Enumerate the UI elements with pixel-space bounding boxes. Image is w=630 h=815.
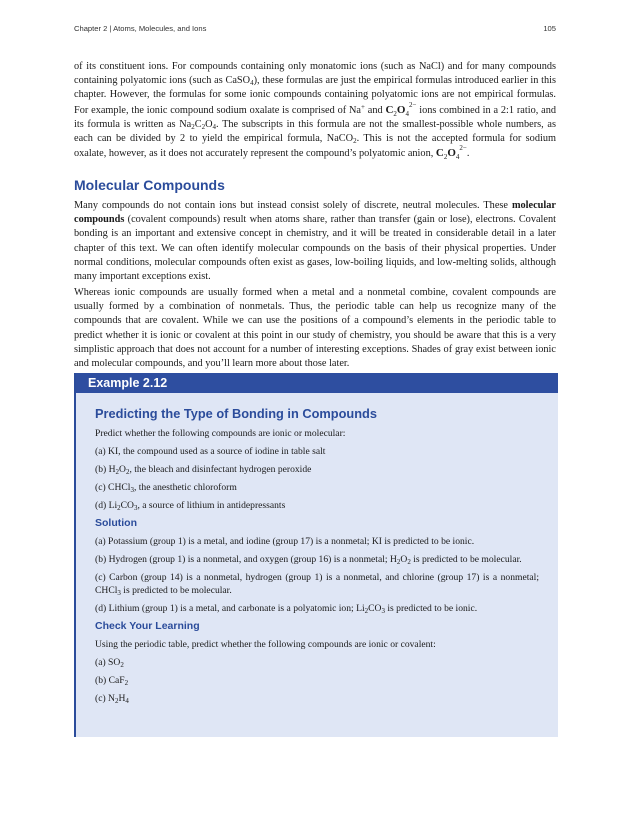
solution-a: (a) Potassium (group 1) is a metal, and iodine (group 17) is a nonmetal; KI is predicted to be ionic. [95,536,475,547]
check-item-b: (b) CaF$_2$ [95,675,129,687]
check-prompt: Using the periodic table, predict whether the following compounds are ionic or covalent: [95,639,436,650]
check-heading: Check Your Learning [95,620,200,632]
example-item-d: (d) $Li_2CO_3$, a source of lithium in antidepressants [95,500,286,512]
page-number: 105 [543,24,556,33]
oxalate-ion-formula: $C_2O_4^{2-}$ [435,144,467,162]
example-item-b: (b) $H_2O_2$, the bleach and disinfectant hydrogen peroxide [95,464,312,476]
check-item-c: (c) $N_2H_4$ [95,693,129,705]
intro-paragraph: of its constituent ions. For compounds containing only monatomic ions (such as NaCl) and for many compounds containing polyatomic ions (such as CaSO$_4$), these formulas are just the empirical formulas introduced earlier in this chapter. However, the formulas for some ionic compounds containing polyatomic ions are not empirical formulas. For example, the ionic compound sodium oxalate is comprised of Na+ and $C_2O_4^{2-}$ ions combined in a 2:1 ratio, and its formula is written as $Na_2C_2O_4$. The subscripts in this formula are not the smallest-possible whole numbers, as each can be divided by 2 to yield the empirical formula, NaCO$_2$. This is not the accepted formula for sodium oxalate, however, as it does not accurately represent the compound’s polyatomic anion, $C_2O_4^{2-}$. [74,61,557,162]
section-heading: Molecular Compounds [74,177,225,193]
example-item-a: (a) KI, the compound used as a source of iodine in table salt [95,446,326,457]
subscript: 4 [250,79,254,88]
intro-text: and [364,104,386,116]
running-header [74,24,556,33]
example-prompt: Predict whether the following compounds are ionic or molecular: [95,428,346,439]
key-term: molecular compounds [74,200,556,226]
intro-text: . This is not the accepted formula for sodium oxalate, however, as it does not accurately represent the compound’s polyatomic anion, [74,133,556,160]
intro-text: ), these formulas are just the empirical formulas introduced earlier in this chapter. However, the formulas for some ionic compounds containing polyatomic ions are not empirical formulas. For example, the ionic compound sodium oxalate is comprised of Na [74,75,557,116]
intro-text: . The subscripts in this formula are not the smallest-possible whole numbers, as each can be divided by 2 to yield the empirical formula, NaCO [74,118,556,145]
example-content [95,407,539,710]
example-box [74,373,558,737]
oxalate-ion-formula: $C_2O_4^{2-}$ [385,100,417,118]
superscript: + [361,102,365,111]
molecular-paragraph-2: Whereas ionic compounds are usually formed when a metal and a nonmetal combine, covalent compounds are usually formed by a combination of nonmetals. Thus, the periodic table can help us recognize many of the compounds that are covalent. While we can use the positions of a compound’s elements in the periodic table to predict whether it is ionic or covalent at this point in our study of chemistry, you should be aware that this is a very simplistic approach that does not account for a number of interesting exceptions. Shades of gray exist between ionic and molecular compounds, and you’ll learn more about those later. [74,287,556,370]
example-label: Example 2.12 [76,373,558,393]
solution-heading: Solution [95,517,137,529]
intro-text: ions combined in a 2:1 ratio, and its formula is written as Na [74,104,556,130]
molecular-paragraph-1: Many compounds do not contain ions but instead consist solely of discrete, neutral molecules. These molecular compounds (covalent compounds) result when atoms share, rather than transfer (gain or lose), electrons. Covalent bonding is an important and extensive concept in chemistry, and it will be treated in considerable detail in a later chapter of this text. We can often identify molecular compounds on the basis of their physical properties. Under normal conditions, molecular compounds often exist as gases, low-boiling liquids, and low-melting solids, although many important exceptions exist. [74,200,556,283]
solution-c: (c) Carbon (group 14) is a nonmetal, hydrogen (group 1) is a nonmetal, and chlorine (group 17) is a nonmetal; CHCl$_3$ is predicted to be molecular. [95,572,539,597]
example-title: Predicting the Type of Bonding in Compounds [95,406,377,421]
check-item-a: (a) $SO_2$ [95,657,124,669]
example-item-c: (c) CHCl$_3$, the anesthetic chloroform [95,482,237,494]
solution-b: (b) Hydrogen (group 1) is a nonmetal, and oxygen (group 16) is a nonmetal; $H_2O_2$ is predicted to be molecular. [95,554,522,566]
intro-text: of its constituent ions. For compounds containing only monatomic ions (such as NaCl) and for many compounds containing polyatomic ions (such as CaSO [74,61,556,87]
solution-d: (d) Lithium (group 1) is a metal, and carbonate is a polyatomic ion; $Li_2CO_3$ is predicted to be ionic. [95,603,478,615]
chapter-title: Chapter 2 | Atoms, Molecules, and Ions [74,24,207,33]
